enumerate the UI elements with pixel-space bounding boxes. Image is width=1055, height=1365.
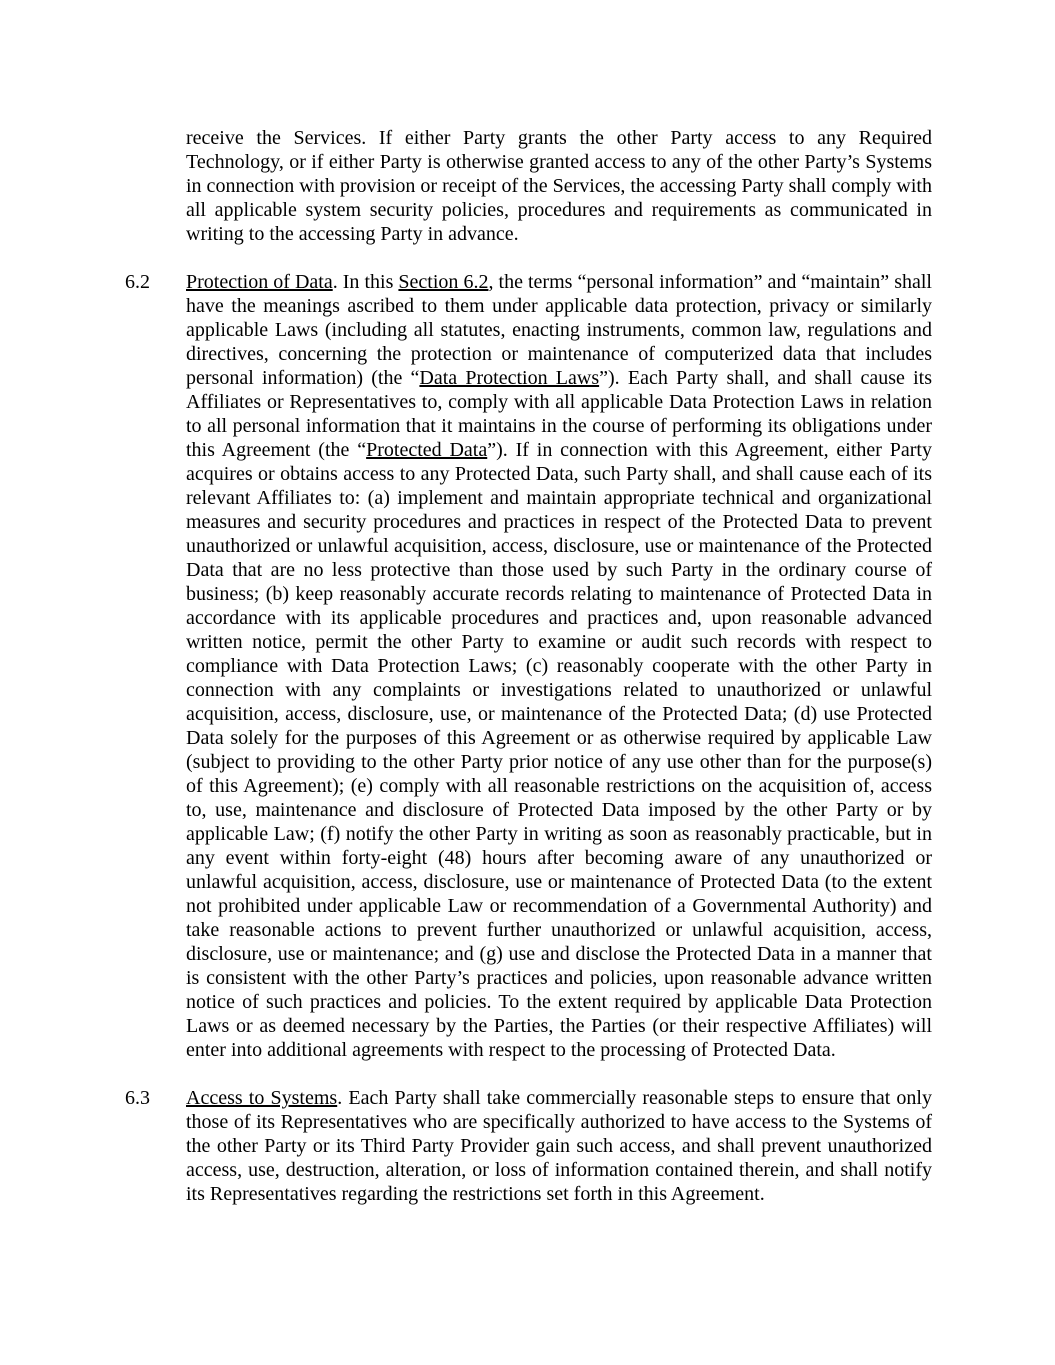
section-number: 6.2 bbox=[125, 271, 150, 293]
underlined-term: Access to Systems bbox=[186, 1087, 338, 1109]
paragraph-text bbox=[186, 126, 932, 246]
paragraph bbox=[125, 270, 932, 1062]
paragraph-text bbox=[186, 270, 932, 1062]
text-run: ”). Each Party shall, and shall cause its Affiliates or Representatives to, comply with all applicable Data Protection Laws in relation to all personal information that it maintains in the course of performing its obligations under this Agreement (the “ bbox=[186, 367, 932, 461]
underlined-term: Protection of Data bbox=[186, 271, 333, 293]
text-run: ”). If in connection with this Agreement, either Party acquires or obtains access to any Protected Data, such Party shall, and shall cause each of its relevant Affiliates to: (a) implement and maintain appropriate technical and organizational measures and security procedures and practices in respect of the Protected Data to prevent unauthorized or unlawful acquisition, access, disclosure, use or maintenance of the Protected Data that are no less protective than those used by such Party in the ordinary course of business; (b) keep reasonably accurate records relating to maintenance of Protected Data in accordance with its applicable procedures and practices and, upon reasonable advanced written notice, permit the other Party to examine or audit such records with respect to compliance with Data Protection Laws; (c) reasonably cooperate with the other Party in connection with any complaints or investigations related to unauthorized or unlawful acquisition, access, disclosure, use, or maintenance of the Protected Data; (d) use Protected Data solely for the purposes of this Agreement or as otherwise required by applicable Law (subject to providing to the other Party prior notice of any use other than for the purpose(s) of this Agreement); (e) comply with all reasonable restrictions on the acquisition of, access to, use, maintenance and disclosure of Protected Data imposed by the other Party or by applicable Law; (f) notify the other Party in writing as soon as reasonably practicable, but in any event within forty-eight (48) hours after becoming aware of any unauthorized or unlawful acquisition, access, disclosure, use or maintenance of Protected Data (to the extent not prohibited under applicable Law or recommendation of a Governmental Authority) and take reasonable actions to prevent further unauthorized or unlawful acquisition, access, disclosure, use or maintenance; and (g) use and disclose the Protected Data in a manner that is consistent with the other Party’s practices and policies, upon reasonable advance written notice of such practices and policies. To the extent required by applicable Data Protection Laws or as deemed necessary by the Parties, the Parties (or their respective Affiliates) will enter into additional agreements with respect to the processing of Protected Data. bbox=[186, 439, 932, 1061]
document-body bbox=[125, 126, 932, 1206]
text-run: receive the Services. If either Party grants the other Party access to any Required Technology, or if either Party is otherwise granted access to any of the other Party’s Systems in connection with provision or receipt of the Services, the accessing Party shall comply with all applicable system security policies, procedures and requirements as communicated in writing to the accessing Party in advance. bbox=[186, 127, 932, 245]
section-number: 6.3 bbox=[125, 1087, 150, 1109]
text-run: . Each Party shall take commercially reasonable steps to ensure that only those of its Representatives who are specifically authorized to have access to the Systems of the other Party or its Third Party Provider gain such access, and shall prevent unauthorized access, use, destruction, alteration, or loss of information contained therein, and shall notify its Representatives regarding the restrictions set forth in this Agreement. bbox=[186, 1087, 932, 1205]
text-run: , the terms “personal information” and “maintain” shall have the meanings ascribed to them under applicable data protection, privacy or similarly applicable Laws (including all statutes, enacting instruments, common law, regulations and directives, concerning the protection or maintenance of computerized data that includes personal information) (the “ bbox=[186, 271, 932, 389]
paragraph bbox=[125, 126, 932, 246]
section-number bbox=[125, 126, 186, 246]
underlined-term: Section 6.2 bbox=[398, 271, 489, 293]
paragraph-text bbox=[186, 1086, 932, 1206]
text-run: . In this bbox=[332, 271, 399, 293]
underlined-term: Data Protection Laws bbox=[419, 367, 600, 389]
underlined-term: Protected Data bbox=[366, 439, 488, 461]
document-page bbox=[125, 126, 932, 1206]
paragraph bbox=[125, 1086, 932, 1206]
